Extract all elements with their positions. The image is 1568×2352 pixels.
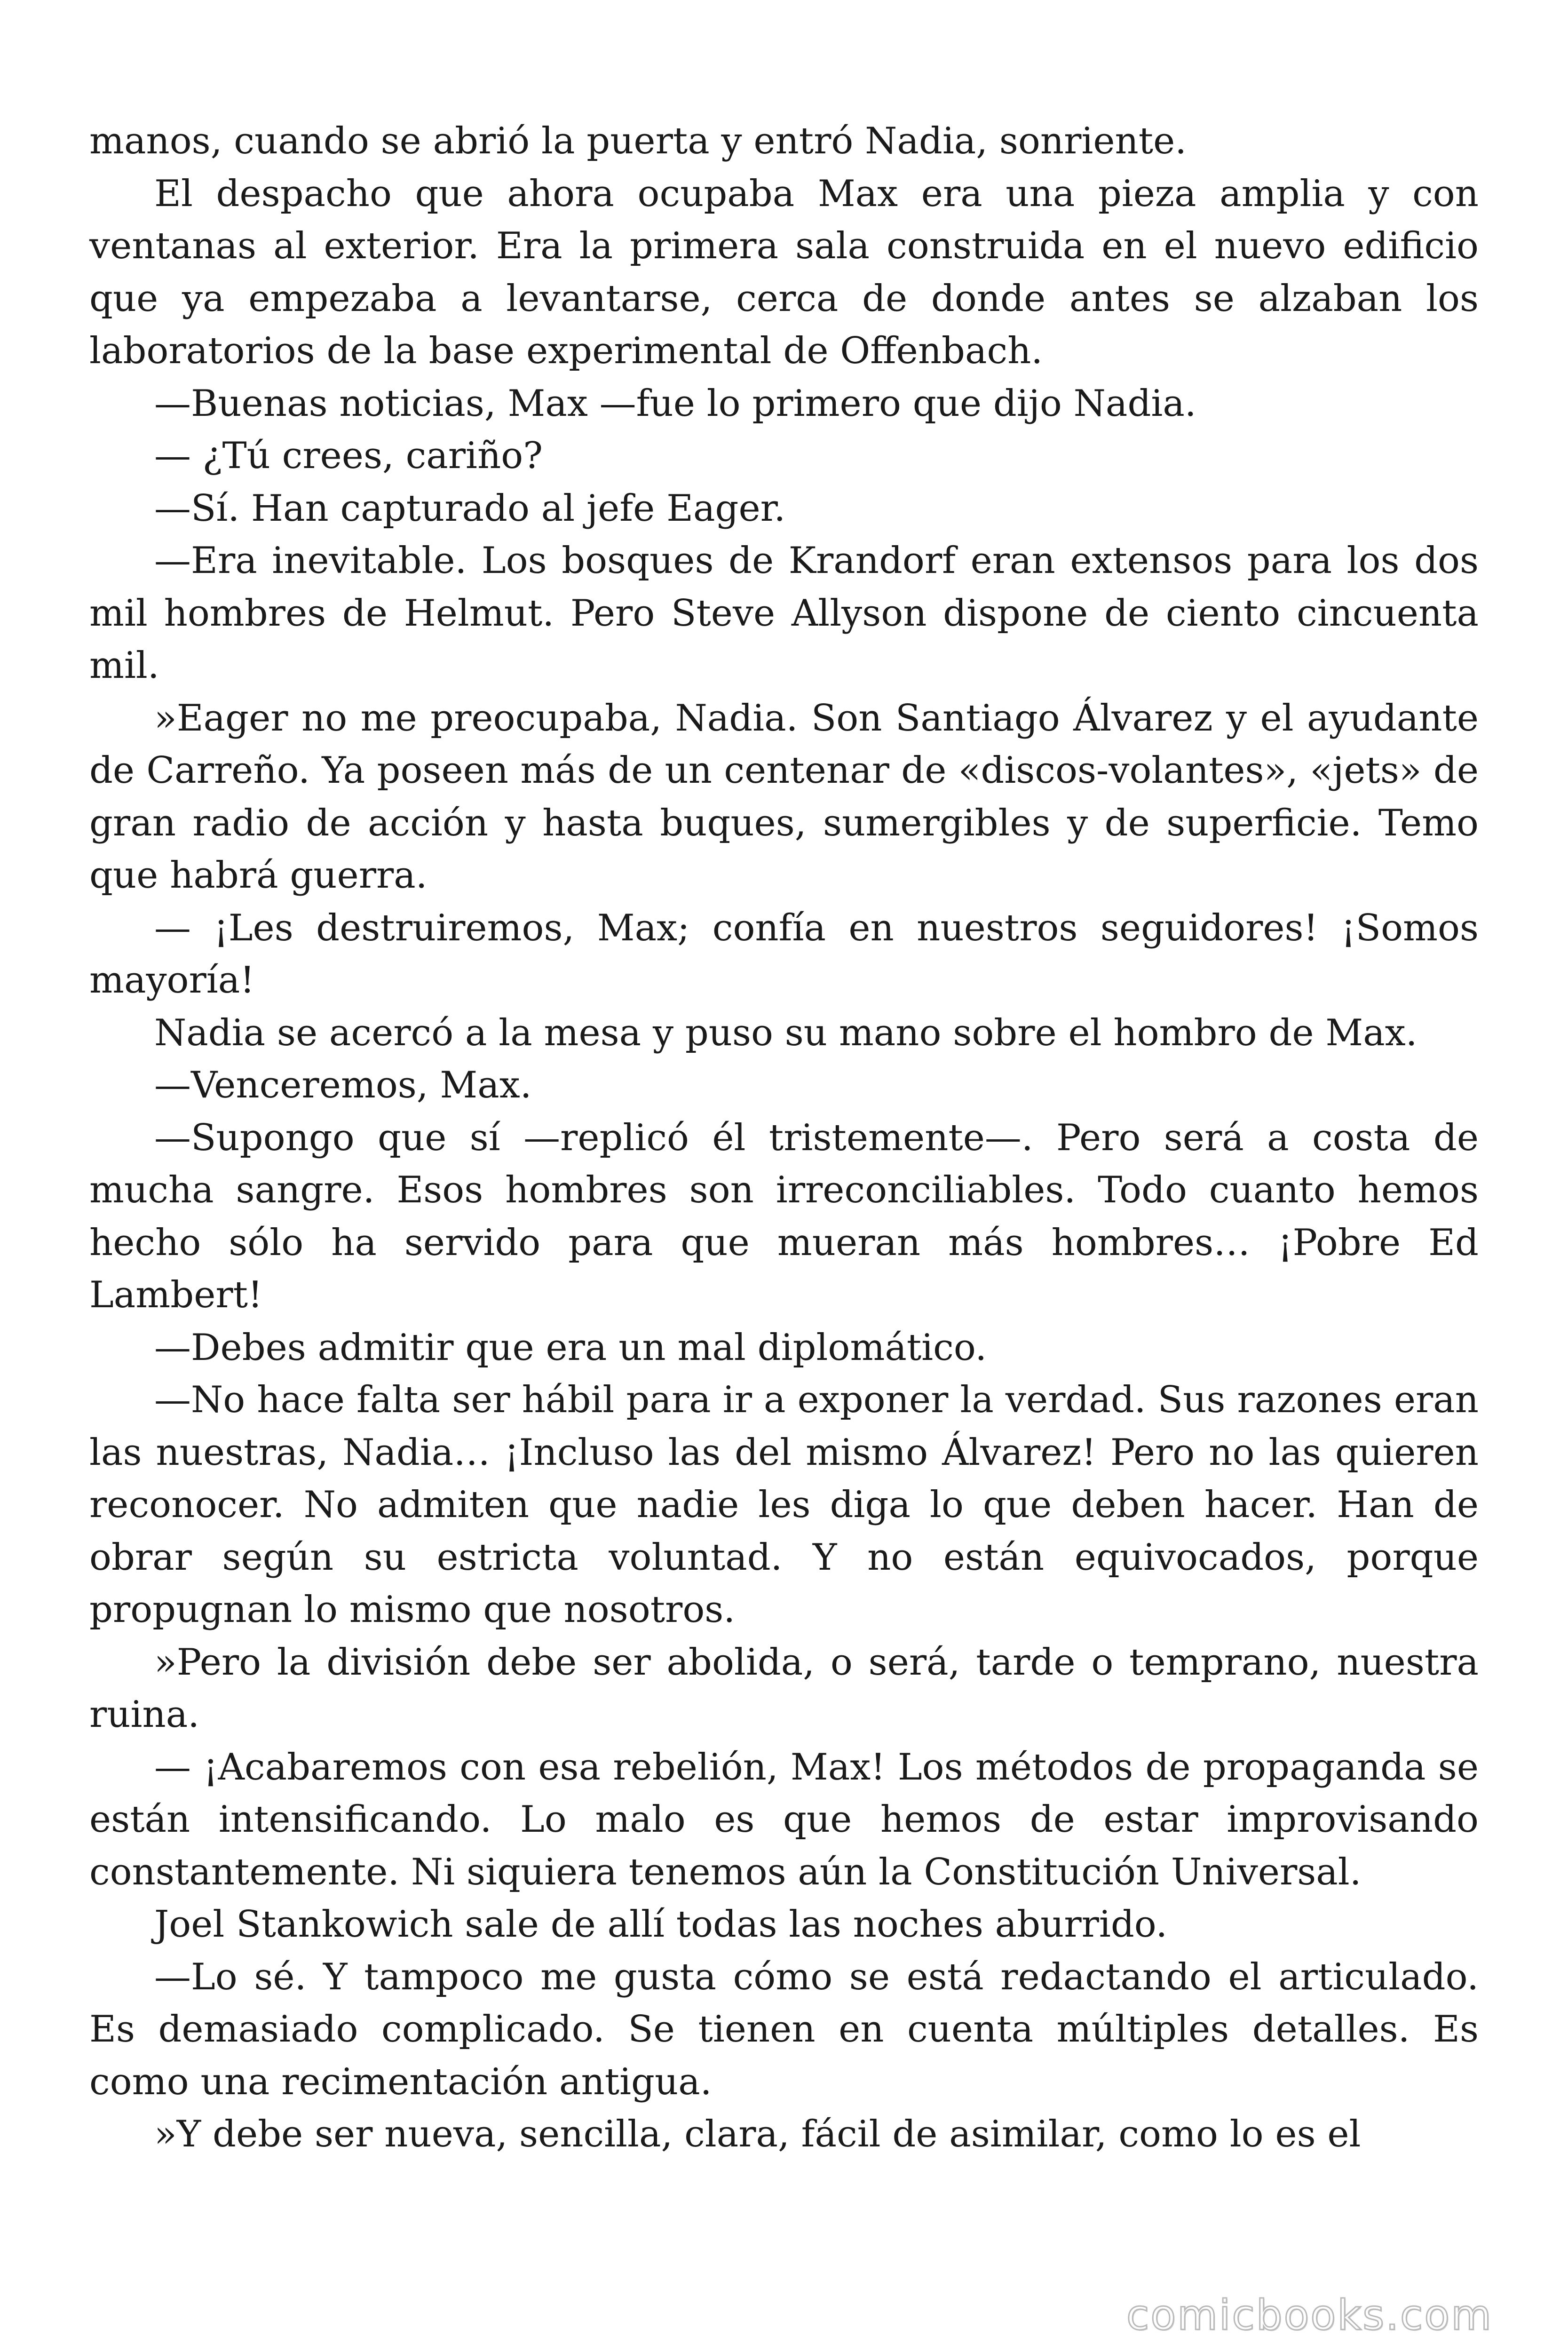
paragraph: El despacho que ahora ocupaba Max era una pieza amplia y con ventanas al exterior. Era la primera sala construida en el nuevo edificio que ya empezaba a levantarse, cerca de donde antes se alzaban los laboratorios de la base experimental de Offenbach. bbox=[89, 172, 1479, 372]
dialogue-line: »Eager no me preocupaba, Nadia. Son Santiago Álvarez y el ayudante de Carreño. Ya poseen más de un centenar de «discos-volantes», «jets» de gran radio de acción y hasta buques, sumergibles y de superficie. Temo que habrá guerra. bbox=[89, 697, 1479, 897]
dialogue-line: —Sí. Han capturado al jefe Eager. bbox=[154, 487, 786, 530]
dialogue-line: —Venceremos, Max. bbox=[154, 1064, 532, 1106]
paragraph-continuation: manos, cuando se abrió la puerta y entró Nadia, sonriente. bbox=[89, 120, 1187, 162]
dialogue-line: »Pero la división debe ser abolida, o será, tarde o temprano, nuestra ruina. bbox=[89, 1641, 1479, 1736]
book-page-text bbox=[89, 115, 1479, 2161]
dialogue-line: —Supongo que sí —replicó él tristemente—. Pero será a costa de mucha sangre. Esos hombres son irreconciliables. Todo cuanto hemos hecho sólo ha servido para que mueran más hombres… ¡Pobre Ed Lambert! bbox=[89, 1116, 1479, 1316]
dialogue-line: —Buenas noticias, Max —fue lo primero que dijo Nadia. bbox=[154, 382, 1196, 425]
dialogue-line: —No hace falta ser hábil para ir a exponer la verdad. Sus razones eran las nuestras, Nadia… ¡Incluso las del mismo Álvarez! Pero no las quieren reconocer. No admiten que nadie les diga lo que deben hacer. Han de obrar según su estricta voluntad. Y no están equivocados, porque propugnan lo mismo que nosotros. bbox=[89, 1379, 1479, 1631]
dialogue-line: — ¡Acabaremos con esa rebelión, Max! Los métodos de propaganda se están intensificando. Lo malo es que hemos de estar improvisando constantemente. Ni siquiera tenemos aún la Constitución Universal. bbox=[89, 1746, 1479, 1893]
dialogue-line: — ¡Les destruiremos, Max; confía en nuestros seguidores! ¡Somos mayoría! bbox=[89, 906, 1479, 1001]
dialogue-line: »Y debe ser nueva, sencilla, clara, fácil de asimilar, como lo es el bbox=[154, 2113, 1361, 2155]
paragraph: Nadia se acercó a la mesa y puso su mano sobre el hombro de Max. bbox=[154, 1011, 1418, 1054]
dialogue-line: —Lo sé. Y tampoco me gusta cómo se está redactando el articulado. Es demasiado complicado. Se tienen en cuenta múltiples detalles. Es como una recimentación antigua. bbox=[89, 1955, 1479, 2103]
dialogue-line: — ¿Tú crees, cariño? bbox=[154, 435, 543, 477]
dialogue-line: —Debes admitir que era un mal diplomático. bbox=[154, 1326, 987, 1369]
paragraph: Joel Stankowich sale de allí todas las noches aburrido. bbox=[154, 1903, 1168, 1946]
watermark: comicbooks.com bbox=[1126, 2291, 1493, 2339]
dialogue-line: —Era inevitable. Los bosques de Krandorf eran extensos para los dos mil hombres de Helmut. Pero Steve Allyson dispone de ciento cincuenta mil. bbox=[89, 540, 1479, 687]
